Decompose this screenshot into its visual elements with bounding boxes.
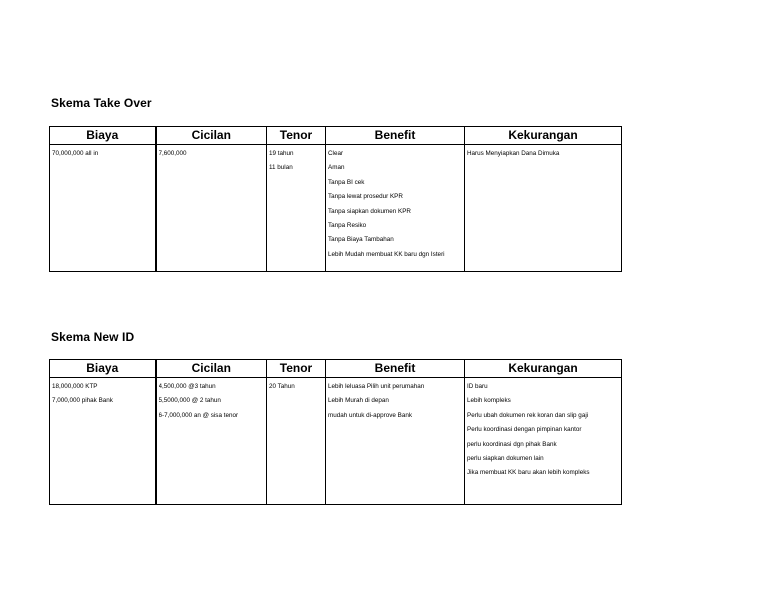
header-biaya: Biaya xyxy=(50,360,156,378)
new-id-table xyxy=(49,359,622,505)
cell-kekurangan xyxy=(465,145,622,272)
table-row xyxy=(50,378,622,505)
cell-line: 6-7,000,000 an @ sisa tenor xyxy=(158,411,239,419)
cell-line: Tanpa lewat prosedur KPR xyxy=(328,193,403,201)
cell-line: Tanpa Resiko xyxy=(328,222,367,230)
header-cicilan: Cicilan xyxy=(156,127,267,145)
cell-line: 11 bulan xyxy=(269,164,293,172)
cell-tenor xyxy=(267,378,326,505)
cell-line: Lebih leluasa Pilih unit perumahan xyxy=(328,383,425,390)
cell-line: mudah untuk di-approve Bank xyxy=(328,411,413,419)
cell-line: ID baru xyxy=(467,383,488,390)
header-cicilan: Cicilan xyxy=(156,360,267,378)
cell-line: Lebih kompleks xyxy=(467,397,511,405)
cell-line: 7,000,000 pihak Bank xyxy=(52,397,113,405)
cell-benefit xyxy=(326,145,465,272)
section-title-new-id: Skema New ID xyxy=(51,330,135,344)
take-over-table xyxy=(49,126,622,272)
cell-line: Lebih Murah di depan xyxy=(328,397,389,405)
header-kekurangan: Kekurangan xyxy=(465,127,622,145)
cell-line: 20 Tahun xyxy=(269,383,295,390)
cell-line: Perlu koordinasi dengan pimpinan kantor xyxy=(467,426,582,434)
cell-line: 70,000,000 all in xyxy=(52,150,99,157)
cell-line: 18,000,000 KTP xyxy=(52,383,98,390)
cell-line: Tanpa siapkan dokumen KPR xyxy=(328,207,411,215)
table-row xyxy=(50,145,622,272)
table-header-row xyxy=(50,127,622,145)
cell-tenor xyxy=(267,145,326,272)
cell-line: 7,600,000 xyxy=(158,150,187,157)
cell-cicilan xyxy=(156,145,267,272)
table-header-row xyxy=(50,360,622,378)
cell-line: Tanpa BI cek xyxy=(328,178,365,186)
header-tenor: Tenor xyxy=(267,360,326,378)
header-biaya: Biaya xyxy=(50,127,156,145)
cell-line: Lebih Mudah membuat KK baru dgn Isteri xyxy=(328,250,445,258)
cell-cicilan xyxy=(156,378,267,505)
cell-line: perlu koordinasi dgn pihak Bank xyxy=(467,440,557,448)
header-tenor: Tenor xyxy=(267,127,326,145)
header-kekurangan: Kekurangan xyxy=(465,360,622,378)
section-title-take-over: Skema Take Over xyxy=(51,96,152,110)
header-benefit: Benefit xyxy=(326,360,465,378)
cell-line: Aman xyxy=(328,164,345,172)
cell-biaya xyxy=(50,378,156,505)
cell-line: perlu siapkan dokumen lain xyxy=(467,455,544,463)
cell-line: 5,5000,000 @ 2 tahun xyxy=(158,397,221,405)
cell-line: Clear xyxy=(328,150,344,157)
cell-line: 19 tahun xyxy=(269,150,294,157)
cell-line: Jika membuat KK baru akan lebih kompleks xyxy=(467,469,590,477)
cell-kekurangan xyxy=(465,378,622,505)
cell-line: Perlu ubah dokumen rek koran dan slip gaji xyxy=(467,411,589,419)
header-benefit: Benefit xyxy=(326,127,465,145)
cell-biaya xyxy=(50,145,156,272)
cell-line: 4,500,000 @3 tahun xyxy=(158,383,216,390)
cell-line: Tanpa Biaya Tambahan xyxy=(328,236,394,244)
cell-line: Harus Menyiapkan Dana Dimuka xyxy=(467,150,560,157)
cell-benefit xyxy=(326,378,465,505)
